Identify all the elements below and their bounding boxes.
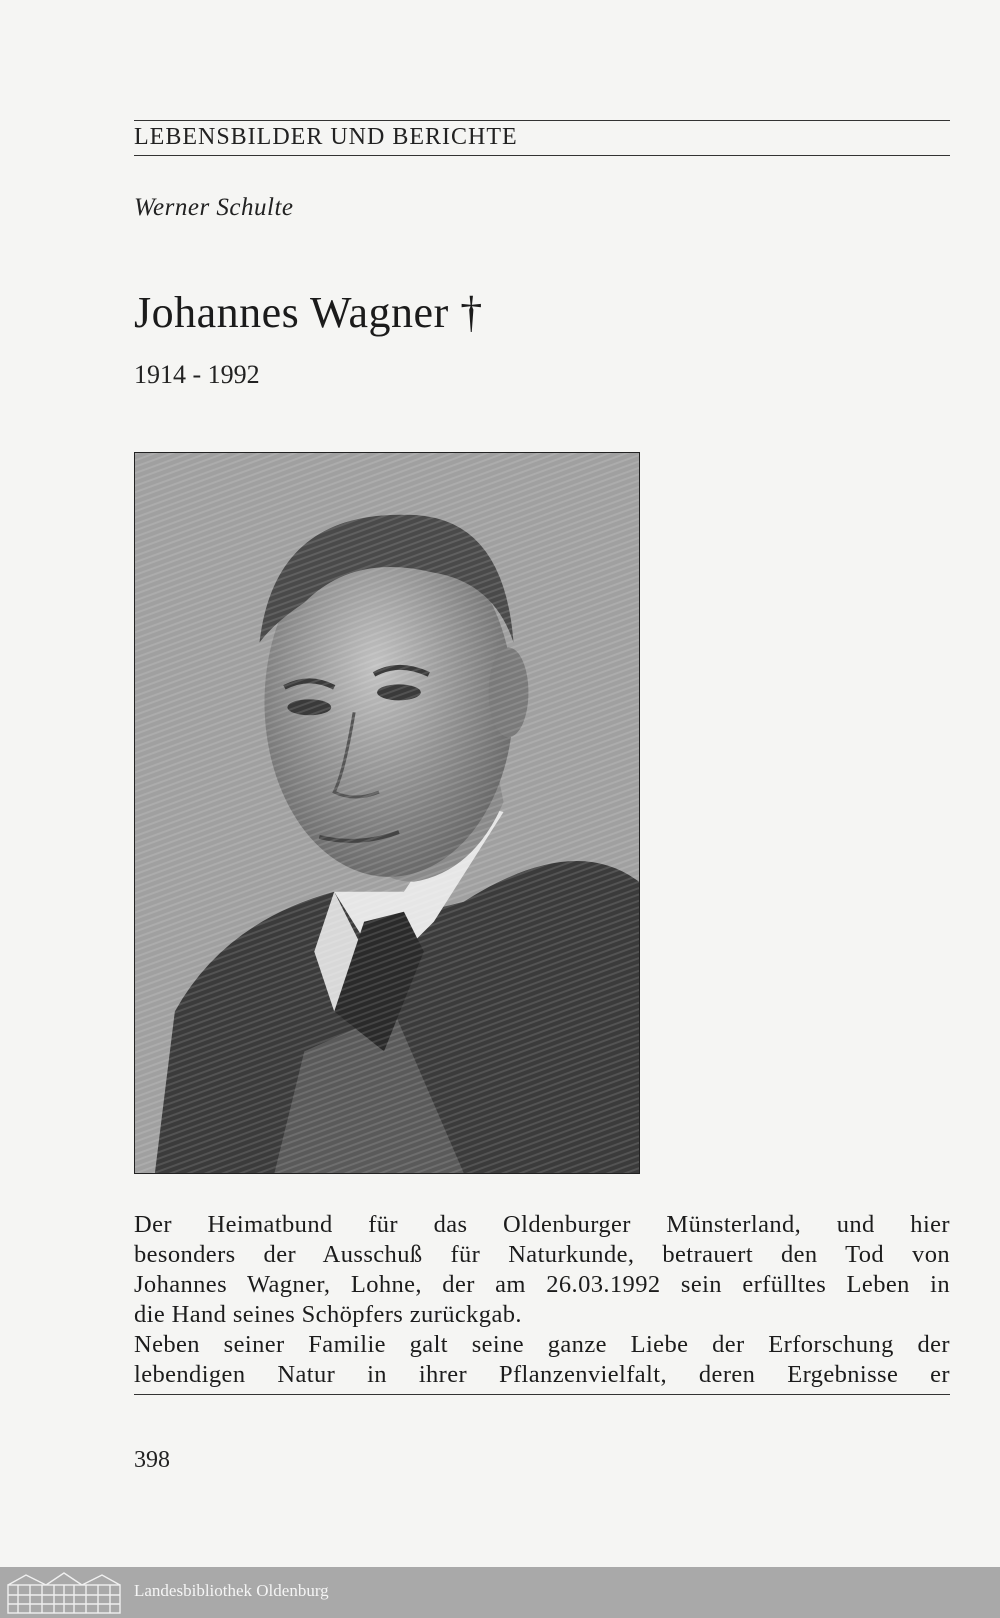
section-header: LEBENSBILDER UND BERICHTE bbox=[134, 124, 518, 150]
body-line: Johannes Wagner, Lohne, der am 26.03.1992 sein erfülltes Leben in bbox=[134, 1271, 950, 1298]
article-body bbox=[134, 1210, 950, 1390]
portrait-photo bbox=[134, 452, 640, 1174]
portrait-photo-icon bbox=[135, 453, 639, 1173]
author-name: Werner Schulte bbox=[134, 194, 294, 221]
body-line: besonders der Ausschuß für Naturkunde, betrauert den Tod von bbox=[134, 1241, 950, 1268]
page-number: 398 bbox=[134, 1447, 170, 1473]
header-rule-bottom bbox=[134, 155, 950, 156]
article-title: Johannes Wagner † bbox=[134, 288, 483, 337]
life-years: 1914 - 1992 bbox=[134, 360, 260, 389]
body-line: Neben seiner Familie galt seine ganze Liebe der Erforschung der bbox=[134, 1331, 950, 1358]
body-line: die Hand seines Schöpfers zurückgab. bbox=[134, 1301, 522, 1328]
library-building-icon bbox=[6, 1571, 122, 1615]
header-rule-top bbox=[134, 120, 950, 121]
body-line: lebendigen Natur in ihrer Pflanzenvielfalt, deren Ergebnisse er bbox=[134, 1361, 950, 1388]
library-footer bbox=[0, 1567, 1000, 1618]
body-end-rule bbox=[134, 1394, 950, 1395]
library-name: Landesbibliothek Oldenburg bbox=[134, 1581, 329, 1600]
body-line: Der Heimatbund für das Oldenburger Münsterland, und hier bbox=[134, 1211, 950, 1238]
